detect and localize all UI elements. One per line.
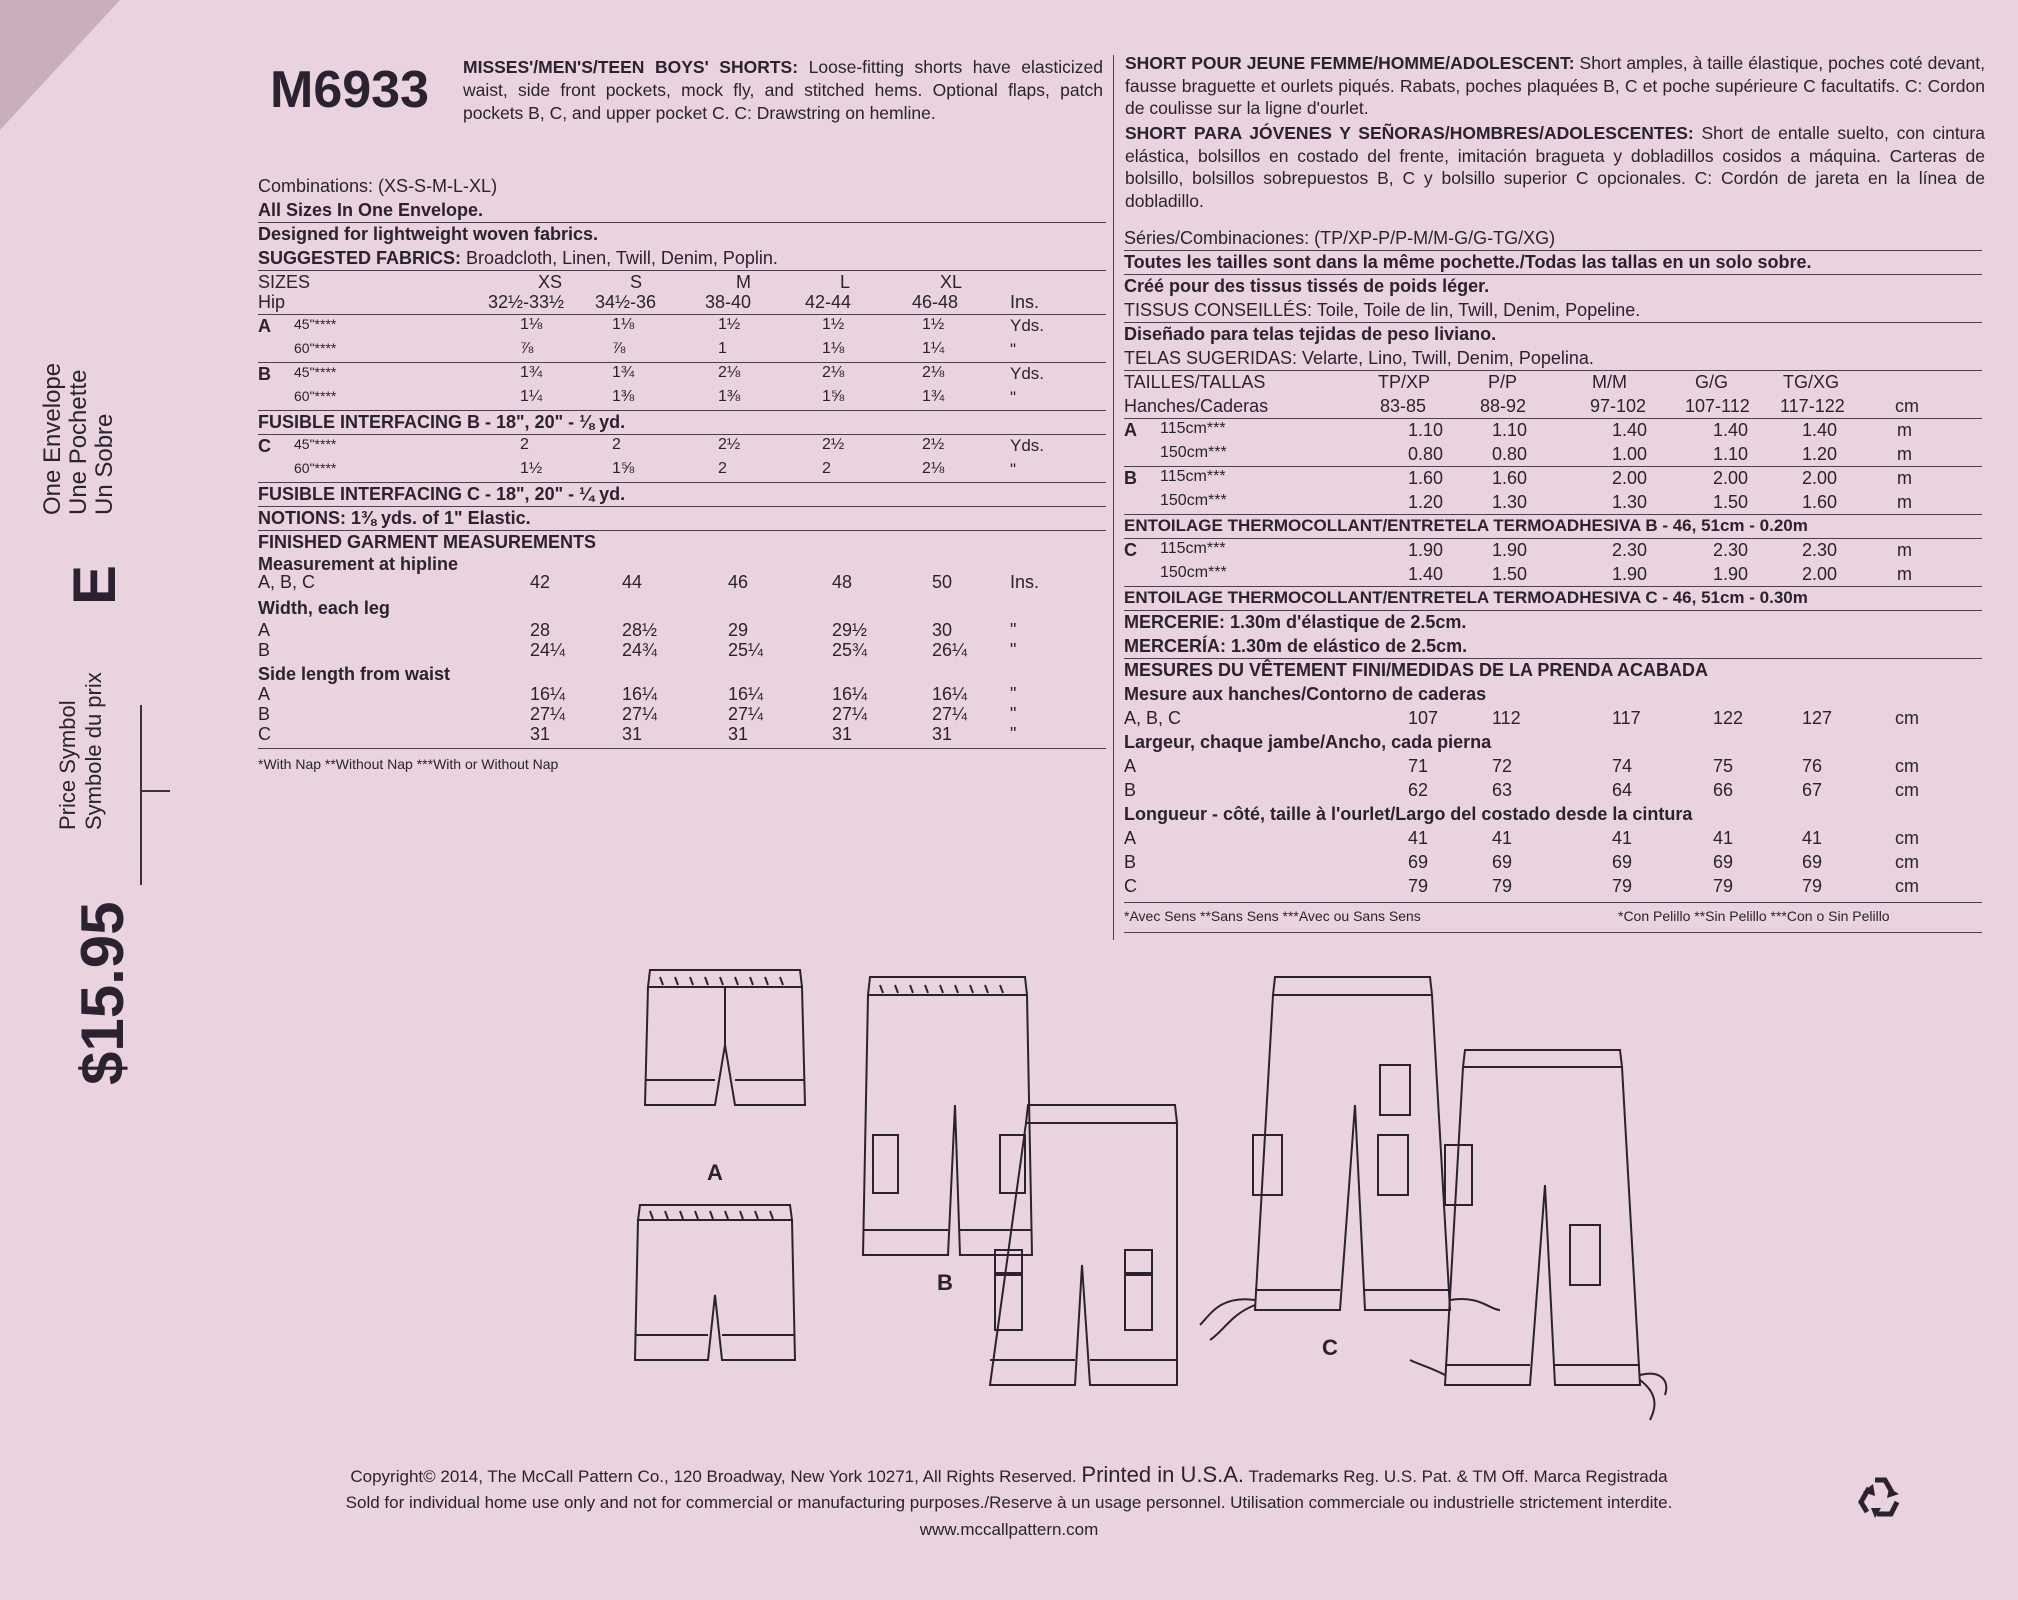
cell-value: 76: [1802, 756, 1823, 776]
cell-value: 63: [1492, 780, 1513, 800]
cell-value: 107: [1408, 708, 1439, 728]
yardage-value: 2: [718, 460, 727, 477]
yardage-value: 1⅝: [612, 460, 635, 477]
cell-value: 41: [1408, 828, 1429, 848]
yardage-value: 1.90: [1713, 564, 1749, 584]
table-rule: [258, 314, 1106, 315]
fabric-width: 45"****: [294, 364, 337, 380]
cell-value: 29: [728, 620, 749, 640]
width-row-fr: [0, 756, 2000, 780]
row-label: B: [1124, 852, 1137, 872]
yardage-row: [0, 492, 2000, 516]
cell-unit: Ins.: [1010, 572, 1040, 592]
yardage-value: 1⅜: [612, 388, 635, 405]
yardage-unit: m: [1897, 540, 1912, 560]
english-description: [463, 56, 1103, 125]
width-label-fr: Largeur, chaque jambe/Ancho, cada pierna: [1124, 732, 1492, 752]
cell-value: 44: [622, 572, 643, 592]
cell-value: 79: [1713, 876, 1734, 896]
table-rule: [1124, 466, 1982, 467]
side-label-fr: Longueur - côté, taille à l'ourlet/Largo del costado desde la cintura: [1124, 804, 1693, 824]
fabric-width: 60"****: [294, 388, 337, 404]
yardage-unit: m: [1897, 492, 1912, 512]
cell-value: 27¼: [622, 704, 658, 724]
row-label: C: [1124, 876, 1137, 896]
table-rule: [1124, 274, 1982, 275]
combinations: Combinations: (XS-S-M-L-XL): [258, 176, 498, 196]
row-label: A: [1124, 828, 1137, 848]
yardage-value: 1.20: [1408, 492, 1444, 512]
hip-value: 42-44: [805, 292, 852, 312]
side-row-fr: [0, 828, 2000, 852]
fabric-width: 115cm***: [1160, 540, 1226, 557]
row-label: A, B, C: [1124, 708, 1182, 728]
footer-url: www.mccallpattern.com: [919, 1520, 1099, 1539]
hip-value: 46-48: [912, 292, 959, 312]
entoilage-b: ENTOILAGE THERMOCOLLANT/ENTRETELA TERMOADHESIVA B - 46, 51cm - 0.20m: [1124, 516, 1808, 535]
yardage-value: 1.10: [1492, 420, 1528, 440]
cell-unit: cm: [1895, 780, 1919, 800]
yardage-value: 2⅛: [822, 364, 845, 381]
cell-value: 69: [1408, 852, 1429, 872]
entoilage-c: ENTOILAGE THERMOCOLLANT/ENTRETELA TERMOADHESIVA C - 46, 51cm - 0.30m: [1124, 588, 1808, 607]
pattern-number: M6933: [270, 61, 429, 119]
cell-value: 31: [530, 724, 551, 744]
cell-unit: ": [1010, 724, 1017, 744]
cell-value: 74: [1612, 756, 1633, 776]
row-label: B: [258, 704, 271, 724]
cell-value: 71: [1408, 756, 1429, 776]
yardage-value: 1.50: [1713, 492, 1749, 512]
table-rule: [1124, 902, 1982, 903]
spanish-description: SHORT PARA JÓVENES Y SEÑORAS/HOMBRES/ADOLESCENTES: Short de entalle suelto, con cintura elástica, bolsillos en costado del frente, imitación bragueta y dobladillos cosidos a máquina. Carteras de bolsillo, bolsillos sobrepuestos B, C y bolsillo superior C opcionales. C: Cordón de jareta en la línea de dobladillo.: [1125, 123, 1985, 211]
yardage-value: 2½: [718, 436, 741, 453]
fabric-width: 150cm***: [1160, 444, 1227, 461]
yardage-value: 1.40: [1408, 564, 1444, 584]
envelope-note: One Envelope Une Pochette Un Sobre: [39, 362, 118, 515]
view-c-front-drawing: [1200, 977, 1500, 1340]
notions: NOTIONS: 1⅜ yds. of 1" Elastic.: [258, 508, 531, 528]
fabric-width: 115cm***: [1160, 468, 1226, 485]
hipline-row-fr: [0, 708, 2000, 732]
table-rule: [1124, 658, 1982, 659]
cell-value: 27¼: [932, 704, 968, 724]
cell-value: 31: [622, 724, 643, 744]
yardage-value: 0.80: [1408, 444, 1444, 464]
yardage-unit: Yds.: [1010, 316, 1045, 335]
yardage-value: 1: [718, 340, 727, 357]
side-row-fr: [0, 852, 2000, 876]
cell-unit: ": [1010, 620, 1017, 640]
cell-value: 79: [1492, 876, 1513, 896]
fusible-b: FUSIBLE INTERFACING B - 18", 20" - ⅛ yd.: [258, 412, 626, 432]
cell-unit: cm: [1895, 828, 1919, 848]
yardage-value: 2.30: [1612, 540, 1648, 560]
view-letter: B: [1124, 468, 1137, 488]
yardage-row: [0, 564, 2000, 588]
hip-value: 32½-33½: [488, 292, 565, 312]
yardage-value: 1⅛: [612, 316, 635, 333]
table-rule: [1124, 418, 1982, 419]
yardage-value: 2½: [922, 436, 945, 453]
fabric-width: 45"****: [294, 436, 337, 452]
view-a-label: A: [707, 1160, 723, 1185]
cell-value: 41: [1713, 828, 1734, 848]
yardage-value: 2: [520, 436, 529, 453]
cell-value: 16¼: [728, 684, 764, 704]
tissus: TISSUS CONSEILLÉS: Toile, Toile de lin, Twill, Denim, Popeline.: [1124, 300, 1641, 320]
cell-unit: cm: [1895, 756, 1919, 776]
cell-value: 41: [1492, 828, 1513, 848]
yardage-value: 1¾: [922, 388, 945, 405]
hipline-label: Measurement at hipline: [258, 554, 459, 574]
size-code: G/G: [1695, 372, 1729, 392]
yardage-value: 1.00: [1612, 444, 1648, 464]
cell-unit: ": [1010, 704, 1017, 724]
row-label: B: [1124, 780, 1137, 800]
fabric-width: 45"****: [294, 316, 337, 332]
cell-value: 67: [1802, 780, 1823, 800]
yardage-unit: ": [1010, 388, 1017, 407]
cell-value: 41: [1802, 828, 1823, 848]
cell-value: 79: [1612, 876, 1633, 896]
yardage-unit: m: [1897, 564, 1912, 584]
telas: TELAS SUGERIDAS: Velarte, Lino, Twill, Denim, Popelina.: [1124, 348, 1594, 368]
row-label: A: [258, 620, 271, 640]
mercerie: MERCERIE: 1.30m d'élastique de 2.5cm.: [1124, 612, 1467, 632]
hip-value: 107-112: [1685, 396, 1750, 416]
yardage-row: [0, 540, 2000, 564]
nap-note-es: *Con Pelillo **Sin Pelillo ***Con o Sin Pelillo: [1618, 908, 1890, 924]
cell-value: 28: [530, 620, 551, 640]
table-rule: [1124, 322, 1982, 323]
cell-value: 69: [1492, 852, 1513, 872]
fabric-width: 60"****: [294, 460, 337, 476]
nap-note-fr: *Avec Sens **Sans Sens ***Avec ou Sans Sens: [1124, 908, 1421, 924]
cell-value: 79: [1802, 876, 1823, 896]
yardage-row: [0, 444, 2000, 468]
width-row: [0, 640, 1110, 664]
cell-value: 31: [728, 724, 749, 744]
finished-title: FINISHED GARMENT MEASUREMENTS: [258, 532, 597, 552]
yardage-value: 2.00: [1802, 468, 1838, 488]
cell-value: 27¼: [832, 704, 868, 724]
cell-value: 75: [1713, 756, 1734, 776]
table-rule: [1124, 370, 1982, 371]
yardage-value: 1¼: [922, 340, 945, 357]
footer-sold: Sold for individual home use only and not for commercial or manufacturing purposes./Reserve à un usage personnel. Utilisation commerciale ou industrielle strictement interdite.: [345, 1493, 1673, 1512]
finished-title-fr: MESURES DU VÊTEMENT FINI/MEDIDAS DE LA PRENDA ACABADA: [1124, 660, 1709, 680]
yardage-value: 2.30: [1713, 540, 1749, 560]
cell-value: 16¼: [622, 684, 658, 704]
hip-value: 117-122: [1780, 396, 1845, 416]
yardage-unit: m: [1897, 468, 1912, 488]
cell-value: 69: [1612, 852, 1633, 872]
hip-label: Hip: [258, 292, 286, 312]
nap-note: *With Nap **Without Nap ***With or Without Nap: [258, 756, 559, 772]
cell-value: 25¼: [728, 640, 764, 660]
suggested-fabrics: [258, 248, 778, 272]
table-rule: [1124, 610, 1982, 611]
yardage-row: [0, 420, 2000, 444]
hip-value: 38-40: [705, 292, 752, 312]
fabric-width: 150cm***: [1160, 564, 1227, 581]
yardage-value: 1.50: [1492, 564, 1528, 584]
cree: Créé pour des tissus tissés de poids léger.: [1124, 276, 1490, 296]
table-rule: [258, 530, 1106, 531]
price-letter: E: [61, 564, 128, 605]
table-rule: [1124, 932, 1982, 933]
yardage-value: 1.60: [1408, 468, 1444, 488]
column-divider-lower: [1113, 780, 1114, 940]
suggested-label: SUGGESTED FABRICS:: [258, 248, 462, 268]
cell-value: 72: [1492, 756, 1513, 776]
width-label: Width, each leg: [258, 598, 390, 618]
yardage-value: 1¾: [612, 364, 635, 381]
cell-value: 112: [1492, 708, 1521, 728]
yardage-value: 1.30: [1492, 492, 1528, 512]
description-text: Loose-fitting shorts have elasticized waist, side front pockets, mock fly, and stitched hems. Optional flaps, patch pockets B, C, and upper pocket C. C: Drawstring on hemline.: [463, 57, 1103, 123]
yardage-value: 1⅝: [822, 388, 845, 405]
table-rule: [258, 748, 1106, 749]
cell-value: 31: [932, 724, 953, 744]
cell-value: 66: [1713, 780, 1734, 800]
cell-value: 16¼: [530, 684, 566, 704]
cell-value: 69: [1802, 852, 1823, 872]
series: Séries/Combinaciones: (TP/XP-P/P-M/M-G/G-TG/XG): [1124, 228, 1556, 248]
cell-value: 16¼: [832, 684, 868, 704]
size-code: S: [630, 272, 643, 292]
yardage-unit: m: [1897, 420, 1912, 440]
cell-value: 122: [1713, 708, 1744, 728]
yardage-value: 1.90: [1492, 540, 1528, 560]
hip-header: [0, 292, 1110, 316]
yardage-value: 1½: [718, 316, 741, 333]
yardage-value: 1.60: [1492, 468, 1528, 488]
suggested-value: Broadcloth, Linen, Twill, Denim, Poplin.: [466, 248, 778, 268]
view-c-back-drawing: [1410, 1050, 1666, 1420]
row-label: A: [258, 684, 271, 704]
yardage-value: 1.20: [1802, 444, 1838, 464]
cell-value: 69: [1713, 852, 1734, 872]
yardage-value: 2.00: [1802, 564, 1838, 584]
hip-value: 97-102: [1590, 396, 1647, 416]
yardage-value: 1.10: [1713, 444, 1749, 464]
yardage-value: 2.30: [1802, 540, 1838, 560]
yardage-unit: Yds.: [1010, 364, 1045, 383]
yardage-value: 1.90: [1612, 564, 1648, 584]
cell-value: 117: [1612, 708, 1641, 728]
yardage-unit: Yds.: [1010, 436, 1045, 455]
cell-value: 41: [1612, 828, 1633, 848]
size-code: P/P: [1488, 372, 1518, 392]
yardage-value: 1¾: [520, 364, 543, 381]
yardage-value: 0.80: [1492, 444, 1528, 464]
size-code: XS: [538, 272, 563, 292]
size-code: L: [840, 272, 851, 292]
cell-value: 79: [1408, 876, 1429, 896]
row-label: A, B, C: [258, 572, 316, 592]
yardage-row: [0, 316, 1110, 340]
size-code: M: [736, 272, 751, 292]
table-rule: [1124, 586, 1982, 587]
yardage-value: 2.00: [1713, 468, 1749, 488]
yardage-unit: ": [1010, 340, 1017, 359]
view-letter: C: [1124, 540, 1137, 560]
view-b-label: B: [937, 1270, 953, 1295]
yardage-unit: ": [1010, 460, 1017, 479]
yardage-value: 2.00: [1612, 468, 1648, 488]
footer-copyright: Copyright© 2014, The McCall Pattern Co., 120 Broadway, New York 10271, All Rights Reserved. Printed in U.S.A. Trademarks Reg. U.S. Pat. & TM Off. Marca Registrada: [350, 1462, 1668, 1487]
view-a-front-drawing: [645, 970, 805, 1105]
unit: cm: [1895, 396, 1919, 416]
yardage-value: 1.10: [1408, 420, 1444, 440]
all-sizes-fr: Toutes les tailles sont dans la même pochette./Todas las tallas en un solo sobre.: [1124, 252, 1812, 272]
size-code: TP/XP: [1378, 372, 1431, 392]
table-rule: [1124, 514, 1982, 515]
yardage-value: 2⅛: [922, 364, 945, 381]
cell-value: 30: [932, 620, 953, 640]
recycle-icon: [1855, 1472, 1905, 1522]
cell-value: 42: [530, 572, 551, 592]
view-letter: C: [258, 436, 271, 456]
view-letter: A: [1124, 420, 1137, 440]
cell-value: 24¾: [622, 640, 658, 660]
yardage-value: 1⅛: [822, 340, 845, 357]
hip-label: Hanches/Caderas: [1124, 396, 1269, 416]
fabric-width: 150cm***: [1160, 492, 1227, 509]
cell-value: 26¼: [932, 640, 968, 660]
merceria: MERCERÍA: 1.30m de elástico de 2.5cm.: [1124, 636, 1468, 656]
yardage-value: 2: [612, 436, 621, 453]
table-rule: [258, 362, 1106, 363]
cell-unit: cm: [1895, 876, 1919, 896]
cell-value: 64: [1612, 780, 1633, 800]
designed-for: Designed for lightweight woven fabrics.: [258, 224, 599, 244]
view-letter: A: [258, 316, 271, 336]
yardage-value: 1.60: [1802, 492, 1838, 512]
envelope-flap-corner: [0, 0, 120, 130]
yardage-value: 1¼: [520, 388, 543, 405]
yardage-value: ⅞: [612, 340, 626, 357]
sizes-header-fr: [0, 372, 2000, 396]
yardage-unit: m: [1897, 444, 1912, 464]
yardage-value: 1⅜: [718, 388, 741, 405]
cell-value: 28½: [622, 620, 658, 640]
yardage-row: [0, 468, 2000, 492]
view-c-label: C: [1322, 1335, 1338, 1360]
yardage-value: 1.40: [1802, 420, 1838, 440]
yardage-value: 1½: [520, 460, 543, 477]
hip-header-fr: [0, 396, 2000, 420]
yardage-value: 1½: [822, 316, 845, 333]
yardage-value: 1.90: [1408, 540, 1444, 560]
all-sizes: All Sizes In One Envelope.: [258, 200, 484, 220]
yardage-value: 1.30: [1612, 492, 1648, 512]
yardage-value: 2: [822, 460, 831, 477]
side-label: Side length from waist: [258, 664, 451, 684]
hip-value: 88-92: [1480, 396, 1527, 416]
cell-value: 48: [832, 572, 853, 592]
french-description: SHORT POUR JEUNE FEMME/HOMME/ADOLESCENT: Short amples, à taille élastique, poches coté devant, fausse braguette et ourlets piqués. Rabats, poches plaquées B, C et poche supérieure C facultatifs. C: Cordon de coulisse sur la ligne d'ourlet.: [1125, 53, 1985, 118]
yardage-value: 1½: [922, 316, 945, 333]
size-code: XL: [940, 272, 963, 292]
fabric-width: 115cm***: [1160, 420, 1226, 437]
yardage-value: ⅞: [520, 340, 534, 357]
cell-value: 27¼: [530, 704, 566, 724]
row-label: A: [1124, 756, 1137, 776]
yardage-value: 2⅛: [922, 460, 945, 477]
unit: Ins.: [1010, 292, 1040, 312]
cell-value: 62: [1408, 780, 1429, 800]
fusible-c: FUSIBLE INTERFACING C - 18", 20" - ¼ yd.: [258, 484, 626, 504]
yardage-value: 2⅛: [718, 364, 741, 381]
cell-unit: cm: [1895, 852, 1919, 872]
cell-value: 16¼: [932, 684, 968, 704]
sizes-label: SIZES: [258, 272, 311, 292]
price-symbol-label: Price Symbol Symbole du prix: [55, 672, 106, 830]
yardage-value: 1.40: [1713, 420, 1749, 440]
view-letter: B: [258, 364, 271, 384]
cell-value: 127: [1802, 708, 1833, 728]
sizes-label: TAILLES/TALLAS: [1124, 372, 1266, 392]
cell-value: 24¼: [530, 640, 566, 660]
view-b-back-drawing: [990, 1105, 1177, 1385]
cell-value: 25¾: [832, 640, 868, 660]
description-title: MISSES'/MEN'S/TEEN BOYS' SHORTS:: [463, 57, 799, 77]
view-a-back-drawing: [635, 1205, 795, 1360]
hip-value: 83-85: [1380, 396, 1427, 416]
cell-value: 46: [728, 572, 749, 592]
price-value: $15.95: [69, 901, 136, 1085]
cell-value: 29½: [832, 620, 868, 640]
cell-value: 50: [932, 572, 953, 592]
cell-unit: cm: [1895, 708, 1919, 728]
size-code: TG/XG: [1783, 372, 1840, 392]
row-label: C: [258, 724, 271, 744]
hip-value: 34½-36: [595, 292, 657, 312]
garment-views-illustration: [620, 955, 1700, 1435]
fabric-width: 60"****: [294, 340, 337, 356]
table-rule: [258, 222, 1106, 223]
hipline-label-fr: Mesure aux hanches/Contorno de caderas: [1124, 684, 1487, 704]
table-rule: [1124, 250, 1982, 251]
row-label: B: [258, 640, 271, 660]
cell-unit: ": [1010, 640, 1017, 660]
cell-unit: ": [1010, 684, 1017, 704]
yardage-value: 1.40: [1612, 420, 1648, 440]
yardage-value: 1⅛: [520, 316, 543, 333]
side-row-fr: [0, 876, 2000, 900]
cell-value: 27¼: [728, 704, 764, 724]
table-rule: [1124, 538, 1982, 539]
yardage-row: [0, 340, 1110, 364]
size-code: M/M: [1592, 372, 1627, 392]
yardage-value: 2½: [822, 436, 845, 453]
cell-value: 31: [832, 724, 853, 744]
width-row-fr: [0, 780, 2000, 804]
disenado: Diseñado para telas tejidas de peso liviano.: [1124, 324, 1497, 344]
table-rule: [258, 270, 1106, 271]
view-b-front-drawing: [863, 977, 1032, 1255]
